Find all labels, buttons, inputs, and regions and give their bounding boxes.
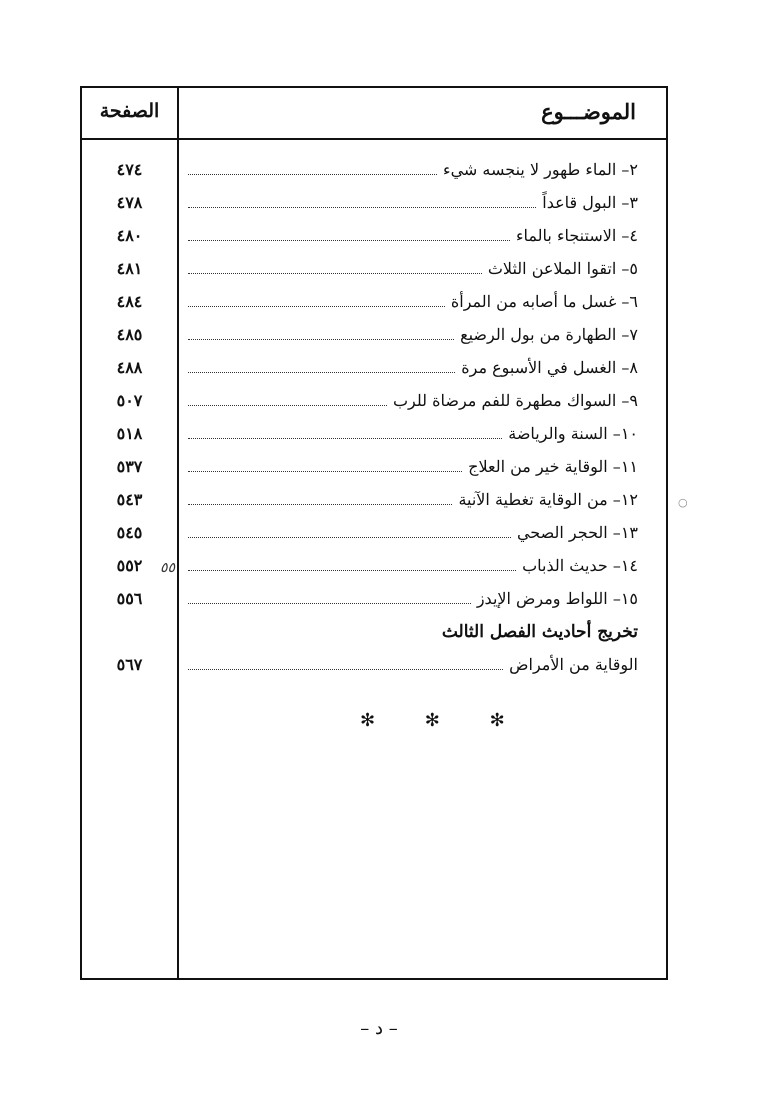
toc-row (82, 222, 666, 255)
toc-page-number: ٤٧٨ (116, 193, 143, 212)
toc-row (82, 354, 666, 387)
toc-topic (188, 292, 638, 311)
toc-row (82, 486, 666, 519)
toc-topic (188, 424, 638, 443)
dot-leader (188, 371, 455, 373)
toc-title: ٦– غسل ما أصابه من المرأة (450, 292, 638, 311)
dot-leader (188, 239, 510, 241)
section-heading-text: تخريج أحاديث الفصل الثالث (441, 622, 638, 642)
toc-page-number: ٥٤٥ (116, 523, 143, 542)
ornament-stars: ✻ ✻ ✻ (360, 710, 527, 731)
toc-topic (188, 523, 638, 542)
toc-title: ١٥– اللواط ومرض الإيدز (476, 589, 638, 608)
toc-page-number: ٤٧٤ (116, 160, 143, 179)
toc-row (82, 453, 666, 486)
toc-row (82, 519, 666, 552)
toc-row (82, 288, 666, 321)
toc-title: ٧– الطهارة من بول الرضيع (460, 325, 638, 344)
toc-topic (188, 457, 638, 476)
dot-leader (188, 536, 511, 538)
toc-title: ٢– الماء طهور لا ينجسه شيء (443, 160, 638, 179)
toc-topic (188, 325, 638, 344)
toc-page-number: ٥٦٧ (116, 655, 143, 674)
toc-row (82, 585, 666, 618)
toc-topic (188, 259, 638, 278)
toc-title: ٤– الاستنجاء بالماء (516, 226, 638, 245)
toc-row (82, 156, 666, 189)
toc-title: ٩– السواك مطهرة للفم مرضاة للرب (392, 391, 638, 410)
dot-leader (188, 338, 454, 340)
toc-list (82, 156, 666, 684)
toc-title: ١٤– حديث الذباب (522, 556, 638, 575)
toc-topic (188, 391, 638, 410)
section-heading (188, 622, 638, 642)
toc-title: ١٠– السنة والرياضة (508, 424, 638, 443)
toc-page-number: ٤٨٠ (116, 226, 143, 245)
toc-page-number: ٥٥٦ (116, 589, 143, 608)
toc-title: الوقاية من الأمراض (509, 655, 638, 674)
scan-speck: ○ (678, 496, 688, 509)
toc-page-number: ٥٥٢ (116, 556, 143, 575)
dot-leader (188, 470, 462, 472)
toc-title: ٣– البول قاعداً (542, 193, 638, 212)
page-footer: – د – (360, 1018, 398, 1039)
toc-title: ٨– الغسل في الأسبوع مرة (461, 358, 638, 377)
dot-leader (188, 503, 452, 505)
toc-page-number: ٤٨١ (116, 259, 143, 278)
toc-topic (188, 160, 638, 179)
toc-row (82, 420, 666, 453)
toc-page-number: ٤٨٤ (116, 292, 143, 311)
dot-leader (188, 272, 482, 274)
page-column-header: الصفحة (99, 100, 160, 122)
toc-page-number: ٥٠٧ (116, 391, 143, 410)
toc-topic (188, 589, 638, 608)
toc-row (82, 387, 666, 420)
toc-title: ٥– اتقوا الملاعن الثلاث (487, 259, 638, 278)
toc-page-number: ٤٨٨ (116, 358, 143, 377)
dot-leader (188, 437, 502, 439)
toc-row (82, 651, 666, 684)
toc-topic (188, 226, 638, 245)
toc-row (82, 189, 666, 222)
toc-row (82, 321, 666, 354)
toc-title: ١١– الوقاية خير من العلاج (468, 457, 638, 476)
section-heading-row (82, 618, 666, 651)
toc-page-number: ٥٤٣ (116, 490, 143, 509)
toc-topic (188, 490, 638, 509)
dot-leader (188, 404, 387, 406)
toc-page-number: ٤٨٥ (116, 325, 143, 344)
toc-title: ١٢– من الوقاية تغطية الآنية (458, 490, 638, 509)
toc-topic (188, 193, 638, 212)
toc-page-number: ٥١٨ (116, 424, 143, 443)
table-frame (80, 86, 668, 980)
dot-leader (188, 668, 503, 670)
header-divider (82, 138, 666, 140)
dot-leader (188, 569, 516, 571)
toc-topic (188, 556, 638, 575)
toc-topic (188, 358, 638, 377)
dot-leader (188, 206, 536, 208)
dot-leader (188, 305, 445, 307)
dot-leader (188, 602, 471, 604)
toc-row (82, 255, 666, 288)
handwritten-margin-note: ٥٥ (160, 560, 176, 576)
toc-page-number: ٥٣٧ (116, 457, 143, 476)
toc-title: ١٣– الحجر الصحي (516, 523, 638, 542)
toc-topic (188, 655, 638, 674)
topic-column-header: الموضـــوع (541, 99, 636, 124)
dot-leader (188, 173, 437, 175)
